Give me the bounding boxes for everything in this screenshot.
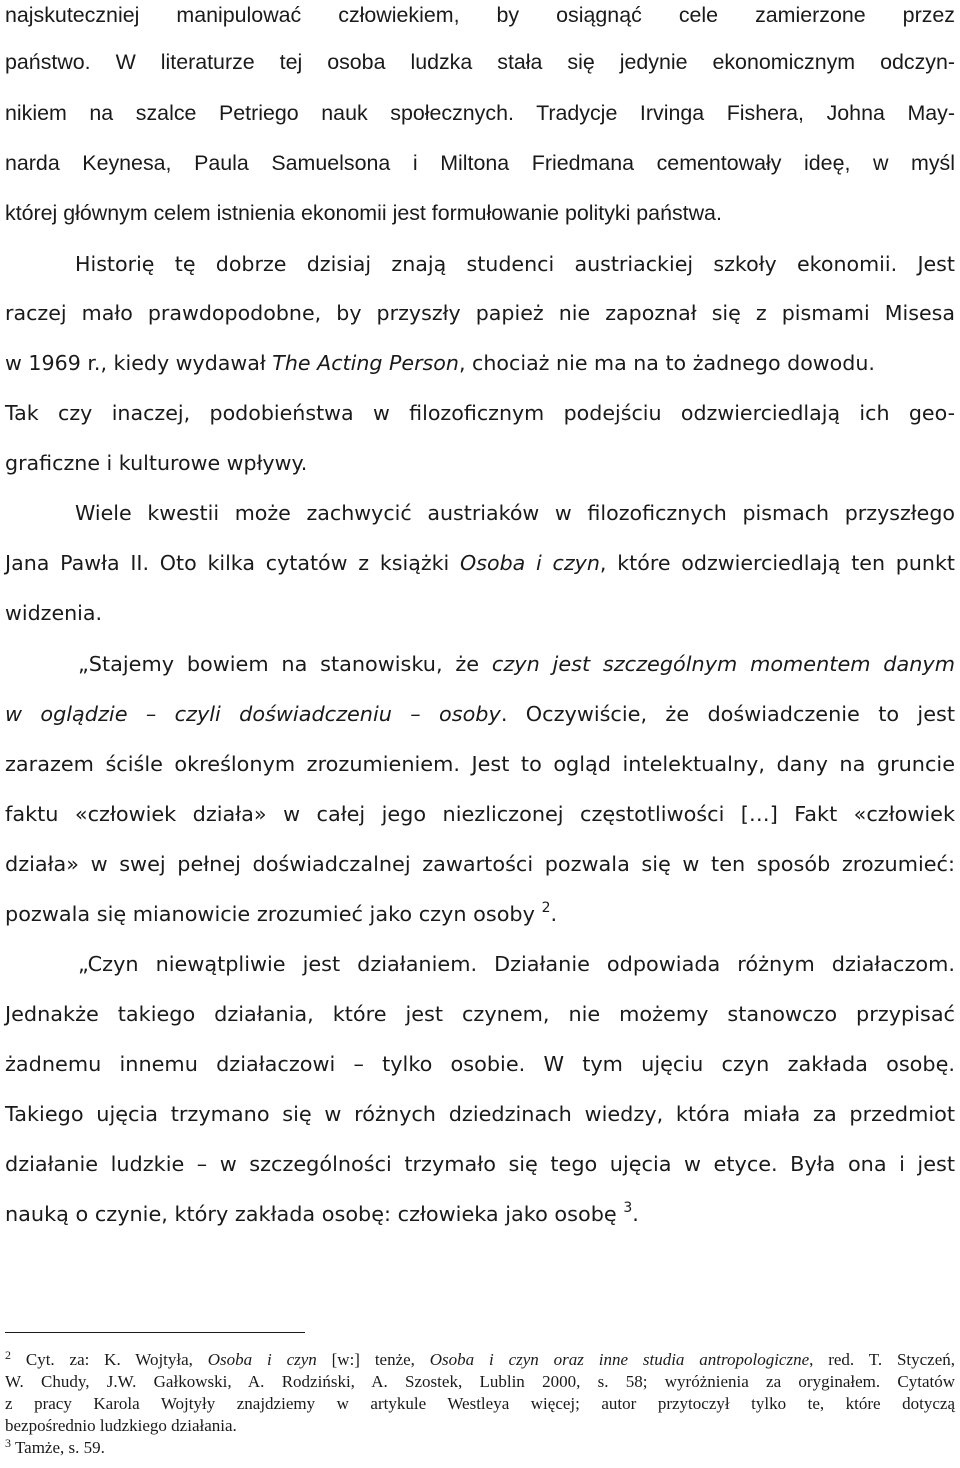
footnote-line: z pracy Karola Wojtyły znajdziemy w artykule Westleya więcej; autor przytoczył tylko te, które dotyczą bbox=[5, 1394, 955, 1413]
text-line: zarazem ściśle określonym zrozumieniem. Jest to ogląd intelektualny, dany na gruncie bbox=[5, 752, 955, 776]
footnote-ref[interactable]: 3 bbox=[623, 1200, 633, 1216]
text-run: . bbox=[550, 902, 558, 926]
text-line bbox=[5, 548, 955, 578]
footnote-line: W. Chudy, J.W. Gałkowski, A. Rodziński, A. Szostek, Lublin 2000, s. 58; wyróżnienia za oryginałem. Cytatów bbox=[5, 1372, 955, 1391]
text-line bbox=[5, 1199, 955, 1229]
book-title: Osoba i czyn bbox=[207, 1350, 317, 1369]
text-line: Takiego ujęcia trzymano się w różnych dziedzinach wiedzy, która miała za przedmiot bbox=[5, 1102, 955, 1126]
text-line: działanie ludzkie – w szczególności trzymało się tego ujęcia w etyce. Była ona i jest bbox=[5, 1152, 955, 1176]
text-run: „Stajemy bowiem na stanowisku, że bbox=[78, 652, 492, 676]
text-line bbox=[5, 899, 955, 929]
text-run: w 1969 r., kiedy wydawał bbox=[5, 351, 273, 375]
text-run: nauką o czynie, który zakłada osobę: człowieka jako osobę bbox=[5, 1202, 617, 1226]
text-line: faktu «człowiek działa» w całej jego niezliczonej częstotliwości […] Fakt «człowiek bbox=[5, 802, 955, 826]
text-run: Cyt. za: K. Wojtyła, bbox=[25, 1350, 208, 1369]
text-run: pozwala się mianowicie zrozumieć jako czyn osoby bbox=[5, 902, 535, 926]
text-line: Jednakże takiego działania, które jest czynem, nie możemy stanowczo przypisać bbox=[5, 1002, 955, 1026]
text-line: Historię tę dobrze dzisiaj znają studenci austriackiej szkoły ekonomii. Jest bbox=[75, 252, 955, 276]
emphasis: czyn jest szczególnym momentem danym bbox=[491, 652, 955, 676]
text-run: [w:] tenże, bbox=[316, 1350, 430, 1369]
text-line: żadnemu innemu działaczowi – tylko osobie. W tym ujęciu czyn zakłada osobę. bbox=[5, 1052, 955, 1076]
text-line bbox=[5, 348, 955, 378]
text-line: „Czyn niewątpliwie jest działaniem. Działanie odpowiada różnym działaczom. bbox=[78, 952, 955, 976]
text-run: . Oczywiście, że doświadczenie to jest bbox=[500, 702, 955, 726]
footnote-number: 3 bbox=[5, 1436, 11, 1450]
text-run: . bbox=[632, 1202, 639, 1226]
text-line: państwo. W literaturze tej osoba ludzka stała się jedynie ekonomicznym odczyn- bbox=[5, 50, 955, 74]
text-line bbox=[78, 649, 955, 679]
emphasis: w oglądzie – czyli doświadczeniu – osoby bbox=[5, 702, 501, 726]
text-run: , red. T. Styczeń, bbox=[809, 1350, 956, 1369]
text-line: działa» w swej pełnej doświadczalnej zawartości pozwala się w ten sposób zrozumieć: bbox=[5, 852, 955, 876]
footnote-line: bezpośrednio ludzkiego działania. bbox=[5, 1416, 237, 1435]
text-line bbox=[5, 699, 955, 729]
book-title: Osoba i czyn oraz inne studia antropologiczne bbox=[429, 1350, 810, 1369]
text-line: której głównym celem istnienia ekonomii jest formułowanie polityki państwa. bbox=[5, 201, 722, 225]
text-line: Wiele kwestii może zachwycić austriaków w filozoficznych pismach przyszłego bbox=[75, 501, 955, 525]
text-line: widzenia. bbox=[5, 601, 103, 625]
text-line: raczej mało prawdopodobne, by przyszły papież nie zapoznał się z pismami Misesa bbox=[5, 301, 955, 325]
text-line: Tak czy inaczej, podobieństwa w filozoficznym podejściu odzwierciedlają ich geo- bbox=[5, 401, 955, 425]
footnote-ref[interactable]: 2 bbox=[541, 900, 551, 916]
text-line: narda Keynesa, Paula Samuelsona i Miltona Friedmana cementowały ideę, w myśl bbox=[5, 151, 955, 175]
text-run: , które odzwierciedlają ten punkt bbox=[599, 551, 955, 575]
text-run: , chociaż nie ma na to żadnego dowodu. bbox=[458, 351, 875, 375]
book-title: Osoba i czyn bbox=[460, 551, 600, 575]
text-line: graficzne i kulturowe wpływy. bbox=[5, 451, 308, 475]
text-line: najskuteczniej manipulować człowiekiem, by osiągnąć cele zamierzone przez bbox=[5, 3, 955, 27]
footnote-2 bbox=[5, 1350, 955, 1370]
text-run: Tamże, s. 59. bbox=[14, 1438, 105, 1457]
footnote-separator bbox=[5, 1332, 305, 1333]
text-run: Jana Pawła II. Oto kilka cytatów z książki bbox=[5, 551, 461, 575]
text-line: nikiem na szalce Petriego nauk społecznych. Tradycje Irvinga Fishera, Johna May- bbox=[5, 101, 955, 125]
book-title: The Acting Person bbox=[272, 351, 459, 375]
footnote-3 bbox=[5, 1438, 955, 1458]
footnote-number: 2 bbox=[5, 1348, 11, 1362]
